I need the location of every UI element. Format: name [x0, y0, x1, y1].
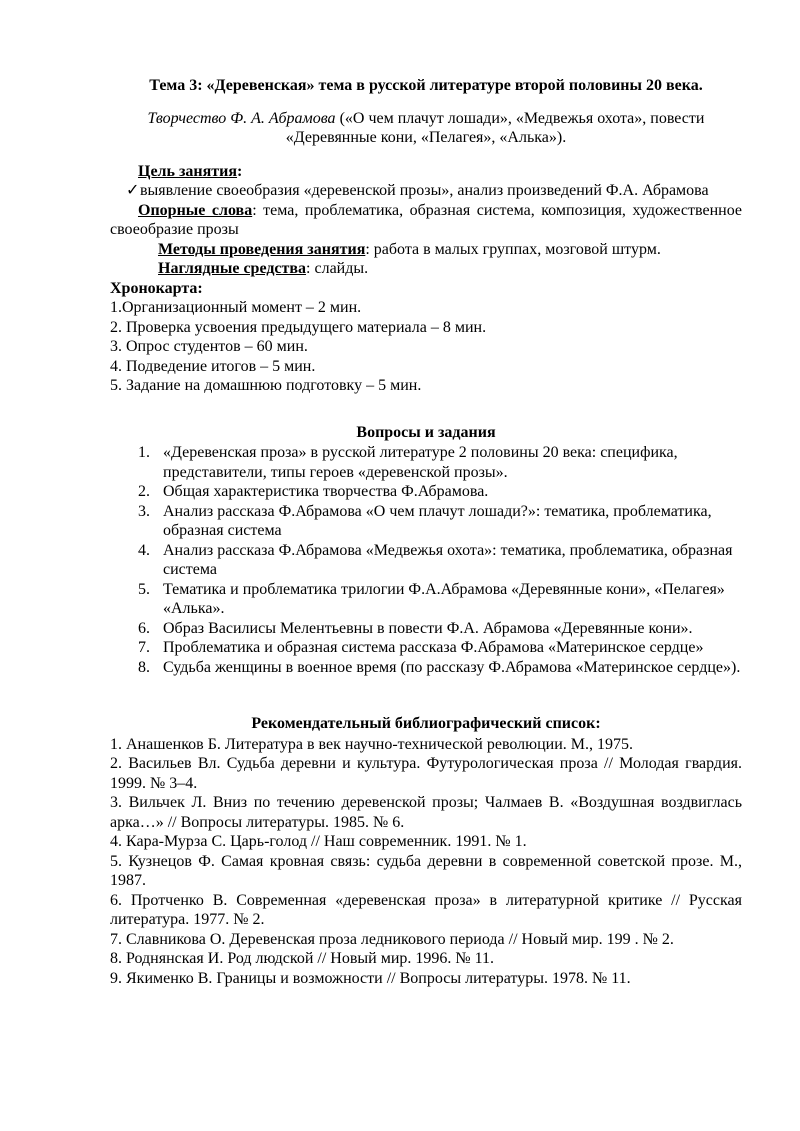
question-item	[110, 638, 742, 658]
question-item	[110, 658, 742, 678]
question-number: 8.	[138, 658, 150, 676]
question-text: «Деревенская проза» в русской литературе 2 половины 20 века: специфика, представители, типы героев «деревенской прозы».	[163, 444, 678, 481]
bibliography-item: 2. Васильев Вл. Судьба деревни и культура. Футурологическая проза // Молодая гвардия. 1999. № 3–4.	[110, 755, 742, 792]
chrono-item: 4. Подведение итогов – 5 мин.	[110, 357, 316, 375]
bibliography-item: 5. Кузнецов Ф. Самая кровная связь: судьба деревни в современной советской прозе. М., 1987.	[110, 852, 742, 889]
visuals-label: Наглядные средства	[158, 260, 307, 277]
question-number: 7.	[138, 639, 150, 656]
visuals-paragraph	[110, 259, 742, 279]
subtitle-author: Творчество Ф. А. Абрамова	[147, 109, 336, 127]
bibliography-item: 4. Кара-Мурза С. Царь-голод // Наш современник. 1991. № 1.	[110, 833, 527, 850]
question-text: Общая характеристика творчества Ф.Абрамова.	[163, 483, 489, 500]
bibliography-item: 6. Протченко В. Современная «деревенская проза» в литературной критике // Русская литература. 1977. № 2.	[110, 891, 742, 928]
question-number: 6.	[138, 619, 150, 637]
question-number: 5.	[138, 580, 150, 598]
question-text: Образ Василисы Мелентьевны в повести Ф.А. Абрамова «Деревянные кони».	[163, 619, 693, 637]
question-item	[110, 482, 742, 502]
chrono-heading: Хронокарта:	[110, 279, 203, 297]
question-item	[110, 502, 742, 541]
goal-colon: :	[237, 162, 243, 180]
bibliography-item: 3. Вильчек Л. Вниз по течению деревенской прозы; Чалмаев В. «Воздушная воздвиглась арка…» // Вопросы литературы. 1985. № 6.	[110, 794, 742, 831]
question-item	[110, 443, 742, 482]
methods-label: Методы проведения занятия	[158, 240, 366, 258]
keywords-text: : тема, проблематика, образная система, композиция, художественное своеобразие прозы	[110, 201, 742, 238]
bibliography-item: 9. Якименко В. Границы и возможности // Вопросы литературы. 1978. № 11.	[110, 969, 631, 987]
goal-list-item	[126, 181, 742, 201]
question-item	[110, 580, 742, 619]
questions-heading: Вопросы и задания	[356, 423, 496, 441]
keywords-label: Опорные слова	[138, 201, 253, 219]
question-item	[110, 541, 742, 580]
bibliography-item: 1. Анашенков Б. Литература в век научно-технической революции. М., 1975.	[110, 735, 634, 753]
question-number: 3.	[138, 502, 150, 520]
goal-label: Цель занятия	[138, 162, 238, 180]
checkmark-icon: ✓	[126, 182, 140, 199]
goal-item-text: выявление своеобразия «деревенской прозы», анализ произведений Ф.А. Абрамова	[140, 182, 709, 199]
question-item	[110, 619, 742, 639]
visuals-text: : слайды.	[306, 260, 369, 277]
bibliography-item: 8. Роднянская И. Род людской // Новый мир. 1996. № 11.	[110, 950, 495, 967]
question-text: Судьба женщины в военное время (по рассказу Ф.Абрамова «Материнское сердце»).	[163, 658, 741, 676]
question-text: Тематика и проблематика трилогии Ф.А.Абрамова «Деревянные кони», «Пелагея» «Алька».	[163, 580, 725, 617]
methods-text: : работа в малых группах, мозговой штурм.	[365, 240, 661, 258]
question-number: 2.	[138, 483, 150, 500]
subtitle-works: («О чем плачут лошади», «Медвежья охота», повести «Деревянные кони, «Пелагея», «Алька»).	[285, 109, 705, 146]
question-number: 1.	[138, 444, 150, 461]
chrono-item: 3. Опрос студентов – 60 мин.	[110, 338, 308, 355]
keywords-paragraph	[110, 201, 742, 240]
chrono-item: 5. Задание на домашнюю подготовку – 5 мин.	[110, 377, 422, 394]
methods-paragraph	[110, 240, 742, 260]
question-text: Проблематика и образная система рассказа Ф.Абрамова «Материнское сердце»	[163, 639, 704, 656]
bibliography-heading: Рекомендательный библиографический список:	[251, 715, 601, 732]
document-subtitle	[110, 109, 742, 148]
question-text: Анализ рассказа Ф.Абрамова «Медвежья охота»: тематика, проблематика, образная система	[163, 541, 733, 578]
goal-heading	[138, 162, 742, 182]
page-title: Тема 3: «Деревенская» тема в русской литературе второй половины 20 века.	[149, 77, 703, 94]
bibliography-item: 7. Славникова О. Деревенская проза ледникового периода // Новый мир. 199 . № 2.	[110, 930, 674, 948]
chrono-item: 1.Организационный момент – 2 мин.	[110, 299, 362, 316]
question-text: Анализ рассказа Ф.Абрамова «О чем плачут лошади?»: тематика, проблематика, образная система	[163, 502, 712, 539]
chrono-item: 2. Проверка усвоения предыдущего материала – 8 мин.	[110, 318, 487, 336]
question-number: 4.	[138, 541, 150, 559]
